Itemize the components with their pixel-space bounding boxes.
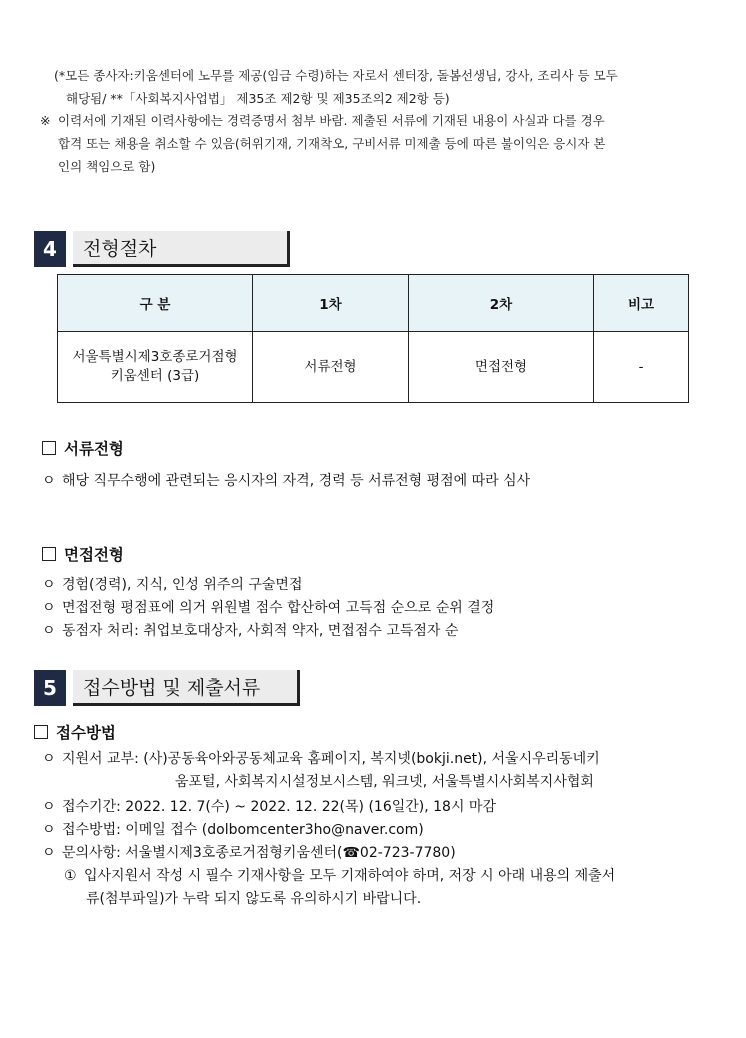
sub-list-item-text: 입사지원서 작성 시 필수 기재사항을 모두 기재하여야 하며, 저장 시 아래 내용의 제출서 (84, 868, 616, 884)
sub-list-item-continuation (86, 888, 421, 910)
list-item (42, 620, 458, 642)
list-item (42, 748, 600, 770)
sub-list-item-text: 류(첨부파일)가 누락 되지 않도록 유의하시기 바랍니다. (86, 891, 422, 907)
section-title: 전형절차 (73, 231, 290, 267)
note-resume-line1: 이력서에 기재된 이력사항에는 경력증명서 첨부 바람. 제출된 서류에 기재된 내용이 사실과 다를 경우 (58, 113, 605, 128)
table-cell-center (58, 332, 253, 403)
list-item (42, 574, 302, 596)
table-header: 1차 (253, 275, 409, 332)
list-item (42, 470, 530, 492)
list-item-continuation (175, 771, 594, 793)
table-row (58, 332, 689, 403)
interview-heading (42, 543, 124, 565)
circle-bullet-icon: ㅇ (42, 751, 56, 767)
circle-bullet-icon: ㅇ (42, 822, 56, 838)
note-resume-line3: 인의 책임으로 함) (58, 159, 156, 174)
table-cell: 면접전형 (409, 332, 594, 403)
circle-bullet-icon: ㅇ (42, 577, 56, 593)
circle-bullet-icon: ㅇ (42, 600, 56, 616)
list-item-text: 접수방법: 이메일 접수 (dolbomcenter3ho@naver.com) (62, 822, 424, 838)
circle-bullet-icon: ㅇ (42, 845, 56, 861)
checkbox-square-icon (42, 441, 56, 455)
list-item-text: 동점자 처리: 취업보호대상자, 사회적 약자, 면접점수 고득점자 순 (62, 623, 459, 639)
circle-bullet-icon: ㅇ (42, 623, 56, 639)
table-cell: 서류전형 (253, 332, 409, 403)
center-name-line2: 키움센터 (3급) (110, 368, 200, 384)
list-item-text: 해당 직무수행에 관련되는 응시자의 자격, 경력 등 서류전형 평점에 따라 심사 (62, 473, 531, 489)
note-staff-line2: 해당됨/ **「사회복지사업법」 제35조 제2항 및 제35조의2 제2항 등) (66, 91, 450, 106)
circle-bullet-icon: ㅇ (42, 799, 56, 815)
list-item-text: 지원서 교부: (사)공동육아와공동체교육 홈페이지, 복지넷(bokji.net), 서울시우리동네키 (62, 751, 600, 767)
checkbox-square-icon (34, 725, 48, 739)
note-mark: ※ (40, 113, 51, 128)
list-item-text: 문의사항: 서울별시제3호종로거점형키움센터(☎02-723-7780) (62, 845, 456, 861)
table-header: 구 분 (58, 275, 253, 332)
table-header: 비고 (594, 275, 689, 332)
procedure-table (57, 274, 689, 403)
circle-bullet-icon: ㅇ (42, 473, 56, 489)
list-item (42, 597, 494, 619)
reception-title: 접수방법 (56, 724, 116, 742)
list-item (42, 842, 456, 864)
section-number: 4 (34, 231, 66, 267)
center-name-line1: 서울특별시제3호종로거점형 (72, 349, 238, 365)
section-title: 접수방법 및 제출서류 (73, 670, 300, 706)
table-cell: - (594, 332, 689, 403)
note-resume-line2: 합격 또는 채용을 취소할 수 있음(허위기재, 기재착오, 구비서류 미제출 등에 따른 불이익은 응시자 본 (58, 136, 606, 151)
list-item-text: 면접전형 평점표에 의거 위원별 점수 합산하여 고득점 순으로 순위 결정 (62, 600, 495, 616)
table-header: 2차 (409, 275, 594, 332)
section-4-header (34, 231, 290, 267)
list-item-text: 움포털, 사회복지시설정보시스템, 워크넷, 서울특별시사회복지사협회 (175, 774, 594, 790)
section-5-header (34, 670, 300, 706)
checkbox-square-icon (42, 547, 56, 561)
note-staff-line1: (*모든 종사자:키움센터에 노무를 제공(임금 수령)하는 자로서 센터장, 돌봄선생님, 강사, 조리사 등 모두 (54, 68, 618, 83)
sub-list-item (64, 865, 615, 887)
interview-title: 면접전형 (64, 546, 124, 564)
doc-review-heading (42, 437, 124, 459)
numbered-circle-icon: ① (64, 868, 77, 884)
list-item-text: 접수기간: 2022. 12. 7(수) ~ 2022. 12. 22(목) (16일간), 18시 마감 (62, 799, 496, 815)
doc-review-title: 서류전형 (64, 440, 124, 458)
list-item (42, 819, 424, 841)
section-number: 5 (34, 670, 66, 706)
table-header-row (58, 275, 689, 332)
list-item-text: 경험(경력), 지식, 인성 위주의 구술면접 (62, 577, 303, 593)
list-item (42, 796, 496, 818)
reception-heading (34, 721, 116, 743)
